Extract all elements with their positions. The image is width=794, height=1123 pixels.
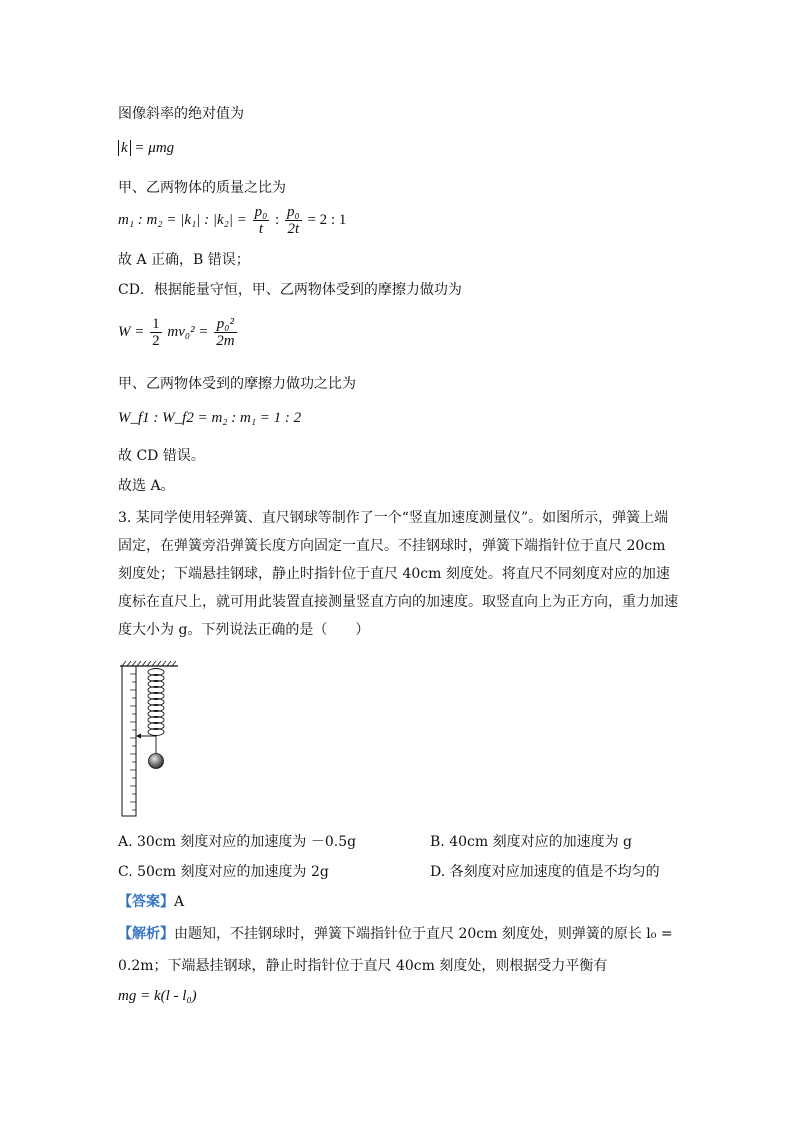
eq2-fraction-2 (285, 204, 302, 237)
analysis-line-2: 0.2m；下端悬挂钢球，静止时指针位于直尺 40cm 刻度处，则根据受力平衡有 (118, 958, 608, 974)
answer-line (118, 892, 184, 912)
eq1-lhs: k (118, 140, 131, 156)
analysis-text-1: 由题知，不挂钢球时，弹簧下端指针位于直尺 20cm 刻度处，则弹簧的原长 l₀ = (174, 926, 673, 942)
eq3-f1-den: 2 (152, 333, 160, 349)
option-a[interactable]: A. 30cm 刻度对应的加速度为 －0.5g (118, 834, 357, 850)
eq3-f2-den: 2m (216, 333, 235, 349)
paragraph-mass-ratio: 甲、乙两物体的质量之比为 (118, 180, 286, 196)
steel-ball (149, 754, 164, 769)
ruler (122, 666, 136, 816)
eq3-fraction-1 (150, 316, 162, 349)
option-d[interactable]: D. 各刻度对应加速度的值是不均匀的 (430, 864, 660, 880)
analysis-equation: mg = k(l - l₀) (118, 988, 197, 1004)
option-b[interactable]: B. 40cm 刻度对应的加速度为 g (430, 834, 632, 850)
question-3-text: 3. 某同学使用轻弹簧、直尺钢球等制作了一个“竖直加速度测量仪”。如图所示，弹簧上端固定，在弹簧旁沿弹簧长度方向固定一直尺。不挂钢球时，弹簧下端指针位于直尺 20cm 刻度处；下端悬挂钢球，静止时指针位于直尺 40cm 刻度处。将直尺不同刻度对应的加速度标在直尺上，就可用此装置直接测量竖直方向的加速度。取竖直向上为正方向，重力加速度大小为 g。下列说法正确的是（ ） (118, 510, 678, 638)
equation-mass-ratio: m₁ : m₂ = |k₁| : |k₂| = $\frac{\text{p₀}}{t}$ : $\frac{\text{p₀}}{2t}$ = 2 : 1 (118, 204, 347, 237)
eq2-f2-den: 2t (287, 221, 300, 237)
eq3-lhs: W = (118, 323, 145, 340)
ceiling-hatch (122, 661, 176, 666)
eq2-f1-den: t (258, 221, 264, 237)
paragraph-slope: 图像斜率的绝对值为 (118, 106, 244, 122)
answer-tag: 【答案】 (118, 894, 174, 910)
eq3-fraction-2 (214, 316, 236, 349)
pointer-arrow (136, 734, 141, 739)
analysis-tag: 【解析】 (118, 926, 174, 942)
ruler-ticks (130, 674, 136, 810)
paragraph-conclusion-ab: 故 A 正确，B 错误； (118, 252, 250, 268)
equation-slope (118, 138, 174, 158)
eq3-f2-num: p₀² (214, 316, 236, 333)
paragraph-choice: 故选 A。 (118, 478, 175, 494)
equation-work (118, 316, 239, 349)
paragraph-conclusion-cd: 故 CD 错误。 (118, 448, 205, 464)
paragraph-energy: CD．根据能量守恒，甲、乙两物体受到的摩擦力做功为 (118, 282, 462, 298)
spring-coils (148, 669, 164, 736)
eq3-f1-num: 1 (152, 316, 160, 332)
answer-value: A (174, 894, 185, 910)
eq1-rhs: = μmg (134, 140, 175, 156)
eq2-f1-num: p₀ (254, 204, 268, 220)
option-c[interactable]: C. 50cm 刻度对应的加速度为 2g (118, 864, 329, 880)
spring-ruler-figure (118, 660, 208, 820)
eq2-part1: m₁ : m₂ = |k₁| : |k₂| = (118, 211, 247, 228)
equation-work-ratio: W_f1 : W_f2 = m₂ : m₁ = 1 : 2 (118, 410, 302, 426)
paragraph-work-ratio: 甲、乙两物体受到的摩擦力做功之比为 (118, 376, 356, 392)
eq2-result: = 2 : 1 (307, 211, 347, 228)
eq3-mid: mv₀² = (167, 323, 209, 340)
analysis-line-1 (118, 924, 673, 944)
eq2-f2-num: p₀ (286, 204, 300, 220)
eq2-fraction-1 (253, 204, 270, 237)
